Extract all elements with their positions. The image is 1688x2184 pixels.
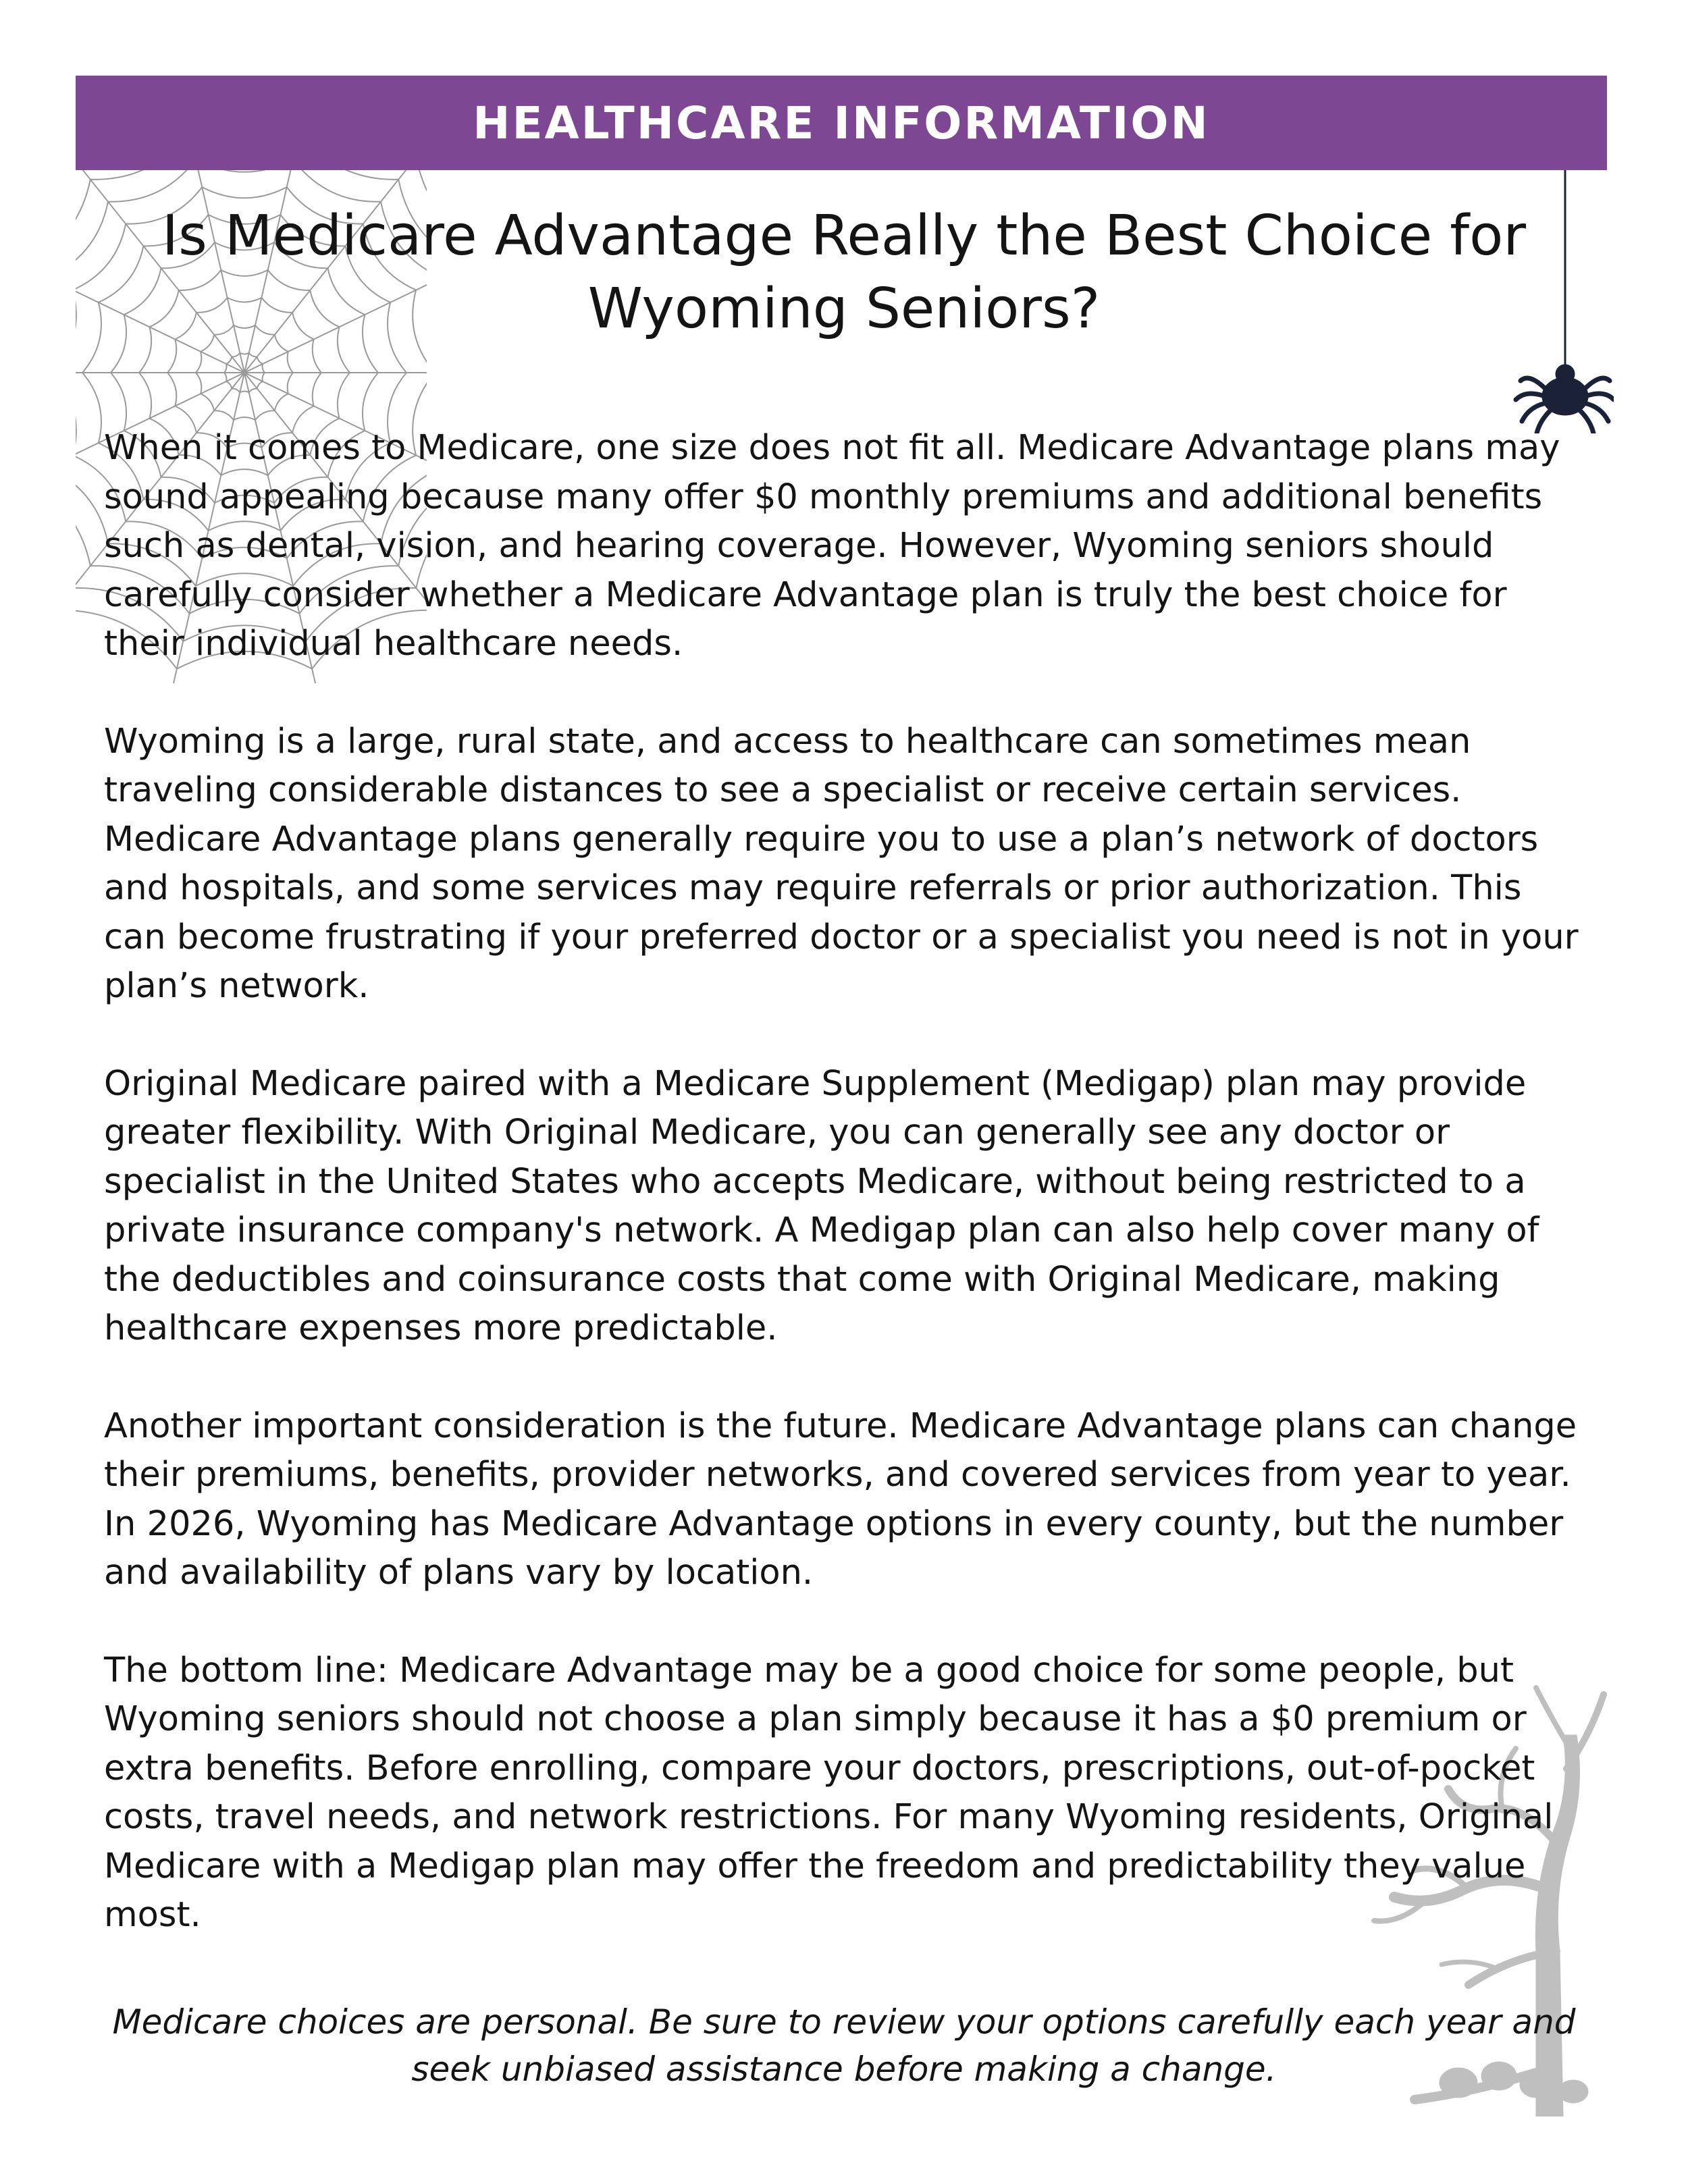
paragraph: Wyoming is a large, rural state, and access to healthcare can sometimes mean traveling considerable distances to see a specialist or receive certain services. Medicare Advantage plans generally require you to use a plan’s network of doctors and hospitals, and some services may require referrals or prior authorization. This can become frustrating if your preferred doctor or a specialist you need is not in your plan’s network. [104,721,1579,1006]
header-banner [76,76,1607,170]
article-title: Is Medicare Advantage Really the Best Choice for Wyoming Seniors? [161,204,1527,341]
banner-title: HEALTHCARE INFORMATION [473,97,1210,149]
paragraph: The bottom line: Medicare Advantage may be a good choice for some people, but Wyoming seniors should not choose a plan simply because it has a $0 premium or extra benefits. Before enrolling, compare your doctors, prescriptions, out-of-pocket costs, travel needs, and network restrictions. For many Wyoming residents, Original Medicare with a Medigap plan may offer the freedom and predictability they value most. [104,1650,1554,1935]
paragraph: Another important consideration is the future. Medicare Advantage plans can change their premiums, benefits, provider networks, and covered services from year to year. In 2026, Wyoming has Medicare Advantage options in every county, but the number and availability of plans vary by location. [104,1406,1577,1593]
paragraph: When it comes to Medicare, one size does not fit all. Medicare Advantage plans may sound appealing because many offer $0 monthly premiums and additional benefits such as dental, vision, and hearing coverage. However, Wyoming seniors should carefully consider whether a Medicare Advantage plan is truly the best choice for their individual healthcare needs. [104,428,1560,664]
article-body [104,424,1593,1989]
closing-note: Medicare choices are personal. Be sure to review your options carefully each year and seek unbiased assistance before making a change. [112,2002,1576,2089]
paragraph: Original Medicare paired with a Medicare Supplement (Medigap) plan may provide greater flexibility. With Original Medicare, you can generally see any doctor or specialist in the United States who accepts Medicare, without being restricted to a private insurance company's network. A Medigap plan can also help cover many of the deductibles and coinsurance costs that come with Original Medicare, making healthcare expenses more predictable. [104,1063,1539,1348]
